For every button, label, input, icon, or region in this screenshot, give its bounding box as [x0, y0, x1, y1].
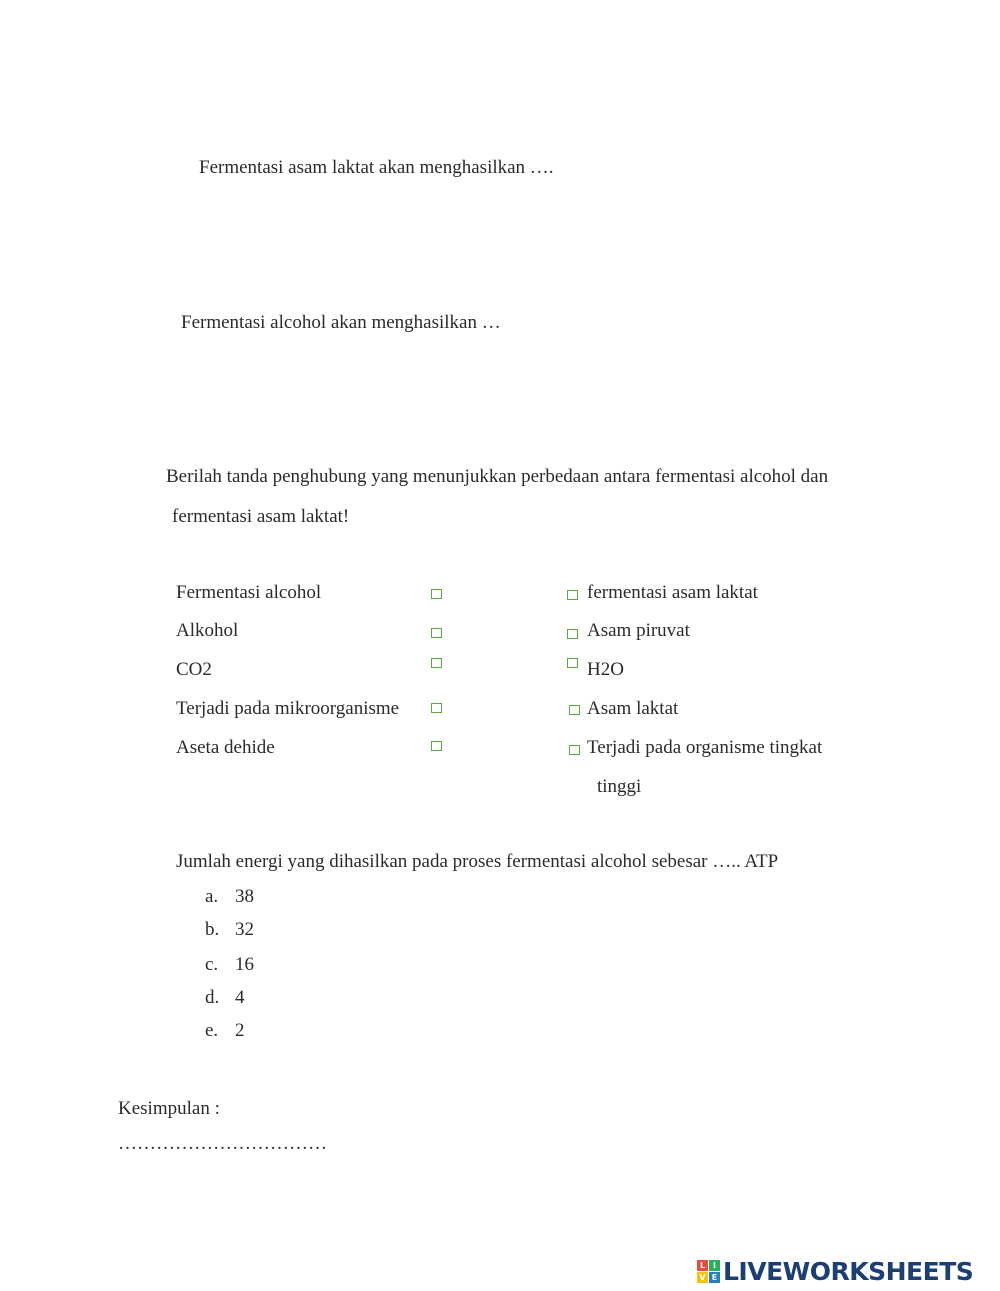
match-left-connector[interactable] — [431, 741, 442, 751]
question-3-instruction-line-1: Berilah tanda penghubung yang menunjukkan perbedaan antara fermentasi alcohol dan — [166, 466, 829, 487]
match-left-item: Terjadi pada mikroorganisme — [176, 698, 400, 719]
question-1-text: Fermentasi asam laktat akan menghasilkan …. — [199, 157, 554, 178]
match-left-item: Aseta dehide — [176, 737, 275, 758]
question-3-instruction-line-2: fermentasi asam laktat! — [172, 506, 350, 527]
logo-mark-letter: I — [709, 1260, 720, 1271]
match-right-item: Asam laktat — [587, 698, 679, 719]
match-right-connector[interactable] — [567, 590, 578, 600]
question-4-text: Jumlah energi yang dihasilkan pada proses fermentasi alcohol sebesar ….. ATP — [176, 851, 779, 872]
option-value: 4 — [235, 987, 245, 1008]
option-value: 2 — [235, 1020, 245, 1041]
logo-text: LIVEWORKSHEETS — [723, 1256, 974, 1286]
match-left-connector[interactable] — [431, 703, 442, 713]
option-letter: e. — [205, 1020, 219, 1041]
match-left-item: CO2 — [176, 659, 212, 680]
logo-mark-icon — [697, 1260, 720, 1283]
conclusion-label: Kesimpulan : — [118, 1098, 220, 1119]
option-value: 16 — [235, 954, 254, 975]
match-right-item-continuation: tinggi — [597, 776, 642, 797]
liveworksheets-logo — [697, 1256, 973, 1286]
match-right-item: fermentasi asam laktat — [587, 582, 758, 603]
match-right-item: H2O — [587, 659, 624, 680]
conclusion-blank[interactable]: …………………………… — [118, 1133, 327, 1154]
match-right-connector[interactable] — [569, 745, 580, 755]
match-left-connector[interactable] — [431, 628, 442, 638]
logo-mark-letter: E — [709, 1272, 720, 1283]
option-value: 32 — [235, 919, 254, 940]
option-letter: c. — [205, 954, 219, 975]
option-value: 38 — [235, 886, 254, 907]
match-right-item: Asam piruvat — [587, 620, 690, 641]
match-left-connector[interactable] — [431, 658, 442, 668]
option-letter: a. — [205, 886, 219, 907]
match-right-connector[interactable] — [567, 629, 578, 639]
match-left-item: Fermentasi alcohol — [176, 582, 322, 603]
match-right-connector[interactable] — [567, 658, 578, 668]
option-letter: d. — [205, 987, 220, 1008]
match-left-connector[interactable] — [431, 589, 442, 599]
match-right-connector[interactable] — [569, 705, 580, 715]
question-2-text: Fermentasi alcohol akan menghasilkan … — [181, 312, 501, 333]
match-right-item: Terjadi pada organisme tingkat — [587, 737, 823, 758]
logo-mark-letter: L — [697, 1260, 708, 1271]
option-letter: b. — [205, 919, 220, 940]
logo-mark-letter: V — [697, 1272, 708, 1283]
match-left-item: Alkohol — [176, 620, 239, 641]
